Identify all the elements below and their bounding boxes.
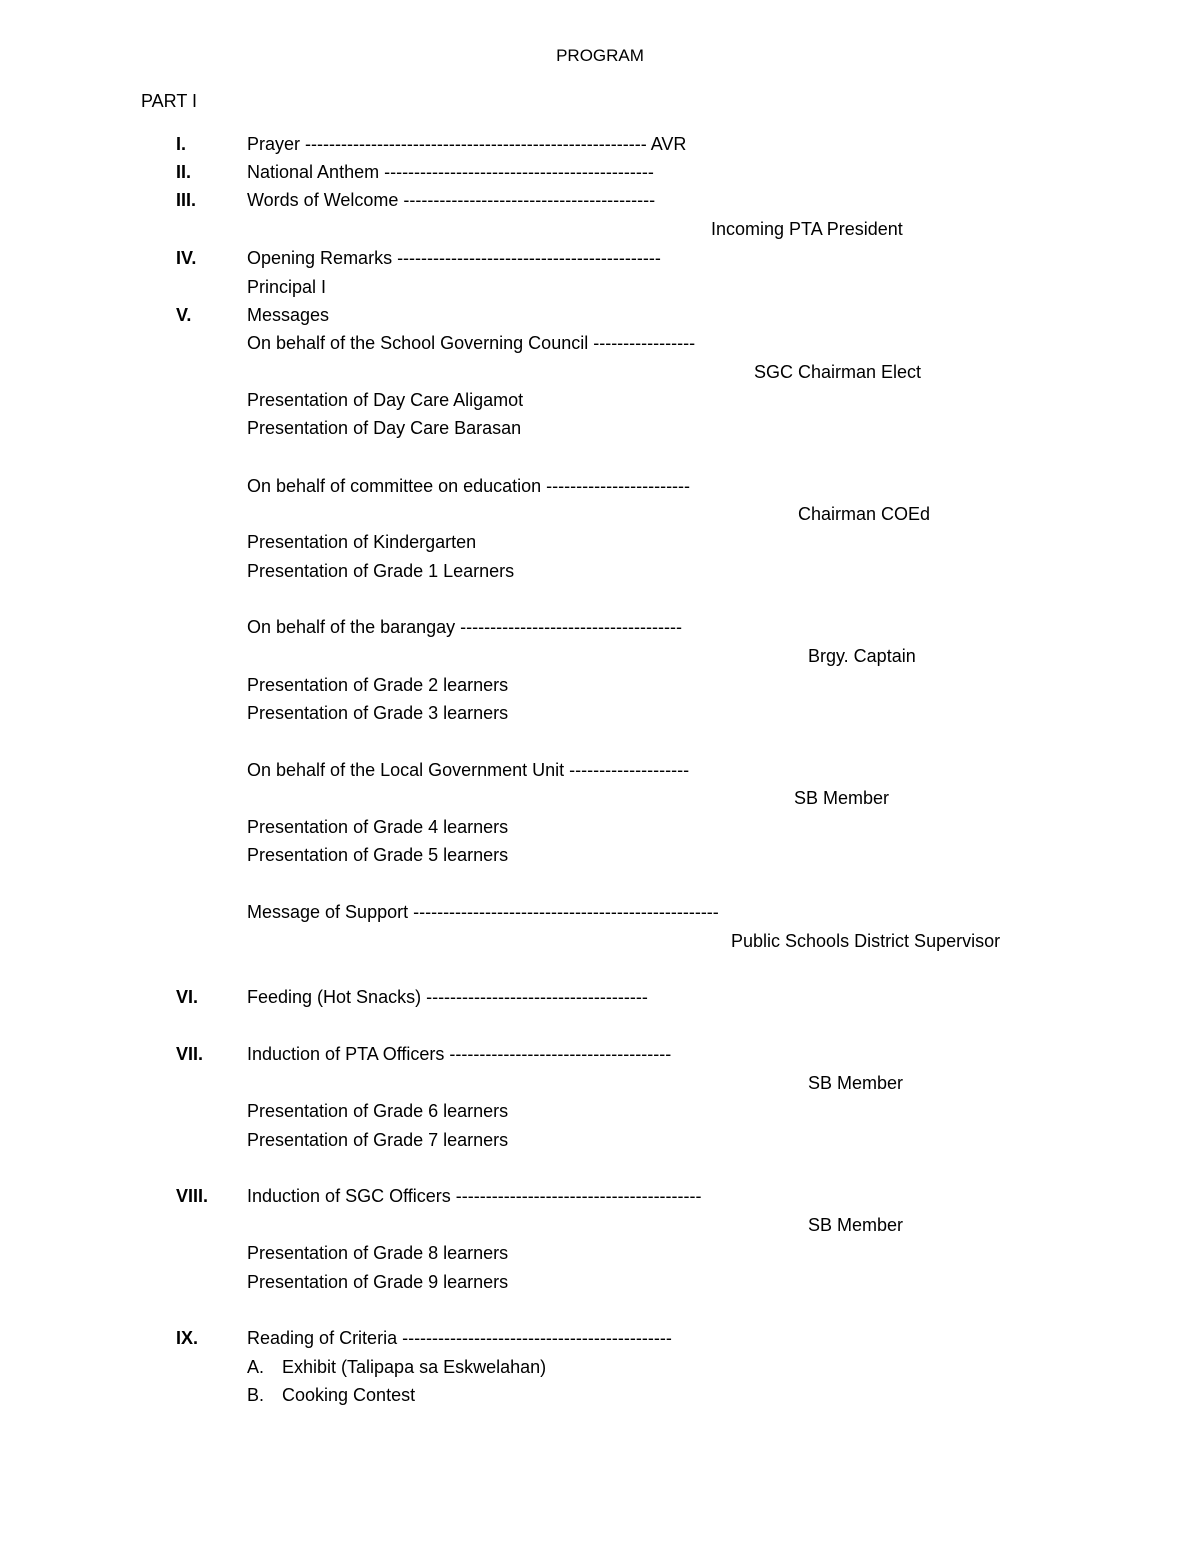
presentation-item: Presentation of Grade 7 learners — [247, 1130, 509, 1150]
item-text: National Anthem --------------------------------------------- — [247, 162, 654, 182]
item-number: V. — [176, 305, 192, 325]
presentation-item: Presentation of Kindergarten — [247, 532, 477, 552]
presentation-item: Presentation of Grade 6 learners — [247, 1101, 509, 1121]
presentation-item: Presentation of Day Care Barasan — [247, 418, 522, 438]
message-text: On behalf of the School Governing Council ----------------- — [247, 333, 696, 353]
presentation-item: Presentation of Grade 3 learners — [247, 703, 509, 723]
presentation-item: Presentation of Grade 5 learners — [247, 845, 509, 865]
item-number: VII. — [176, 1044, 204, 1064]
item-text: Messages — [247, 305, 330, 325]
message-text: Message of Support --------------------------------------------------- — [247, 902, 719, 922]
sub-item-text: Exhibit (Talipapa sa Eskwelahan) — [282, 1357, 547, 1377]
presentation-item: Presentation of Grade 2 learners — [247, 675, 509, 695]
item-role: SB Member — [808, 1215, 904, 1235]
item-number: I. — [176, 134, 187, 154]
item-number: IV. — [176, 248, 197, 268]
item-text: Prayer --------------------------------------------------------- AVR — [247, 134, 687, 154]
item-text: Opening Remarks -------------------------------------------- — [247, 248, 661, 268]
presentation-item: Presentation of Grade 1 Learners — [247, 561, 515, 581]
presentation-item: Presentation of Grade 9 learners — [247, 1272, 509, 1292]
item-number: VI. — [176, 987, 199, 1007]
item-role: Incoming PTA President — [711, 219, 903, 239]
message-text: On behalf of the barangay ------------------------------------- — [247, 617, 682, 637]
message-role: SGC Chairman Elect — [754, 362, 922, 382]
presentation-item: Presentation of Grade 8 learners — [247, 1243, 509, 1263]
item-text: Reading of Criteria --------------------------------------------- — [247, 1328, 672, 1348]
item-number: II. — [176, 162, 192, 182]
item-number: III. — [176, 190, 197, 210]
presentation-item: Presentation of Grade 4 learners — [247, 817, 509, 837]
part-heading: PART I — [141, 91, 198, 111]
page-title: PROGRAM — [556, 46, 644, 65]
item-text: Words of Welcome ------------------------------------------ — [247, 190, 656, 210]
sub-item-text: Cooking Contest — [282, 1385, 416, 1405]
sub-item-label: B. — [247, 1385, 265, 1405]
message-role: Public Schools District Supervisor — [731, 931, 1001, 951]
message-role: Chairman COEd — [798, 504, 931, 524]
item-number: VIII. — [176, 1186, 209, 1206]
message-text: On behalf of the Local Government Unit -------------------- — [247, 760, 690, 780]
item-role: SB Member — [808, 1073, 904, 1093]
presentation-item: Presentation of Day Care Aligamot — [247, 390, 524, 410]
item-number: IX. — [176, 1328, 199, 1348]
item-role: Principal I — [247, 277, 327, 297]
sub-item-label: A. — [247, 1357, 265, 1377]
message-text: On behalf of committee on education ------------------------ — [247, 476, 691, 496]
item-text: Induction of PTA Officers ------------------------------------- — [247, 1044, 672, 1064]
message-role: SB Member — [794, 788, 890, 808]
item-text: Feeding (Hot Snacks) ------------------------------------- — [247, 987, 648, 1007]
item-text: Induction of SGC Officers ----------------------------------------- — [247, 1186, 702, 1206]
message-role: Brgy. Captain — [808, 646, 916, 666]
